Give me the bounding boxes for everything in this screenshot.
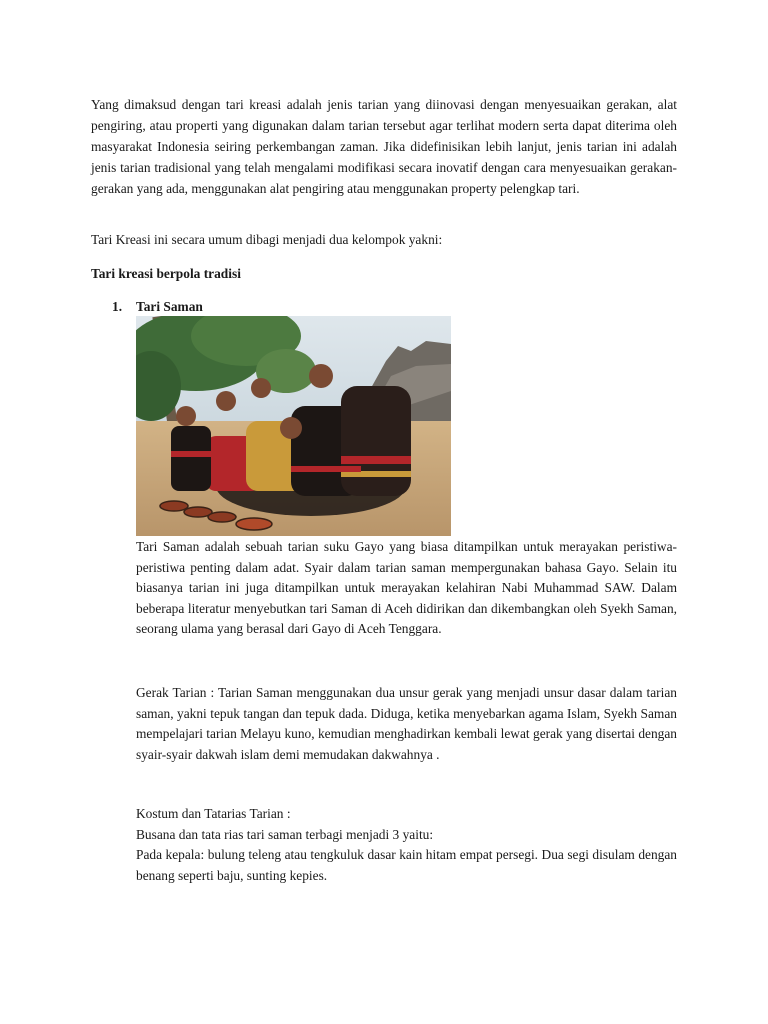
gerak-tarian-paragraph: Gerak Tarian : Tarian Saman menggunakan dua unsur gerak yang menjadi unsur dasar dalam tarian saman, yakni tepuk tangan dan tepuk dada. Diduga, ketika menyebarkan agama Islam, Syekh Saman mempelajari tarian Melayu kuno, kemudian menghadirkan kembali lewat gerak yang disertai dengan syair-syair dakwah islam demi memudakan dakwahnya . — [136, 685, 677, 762]
kostum-heading: Kostum dan Tatarias Tarian : — [136, 806, 291, 821]
intro-paragraph: Yang dimaksud dengan tari kreasi adalah jenis tarian yang diinovasi dengan menyesuaikan gerakan, alat pengiring, atau properti yang digunakan dalam tarian tersebut agar terlihat modern serta dapat diterima oleh masyarakat Indonesia seiring perkembangan zaman. Jika didefinisikan lebih lanjut, jenis tarian ini adalah jenis tarian tradisional yang telah mengalami modifikasi secara inovatif dengan cara menyesuaikan gerakan-gerakan yang ada, menggunakan alat pengiring atau menggunakan property pelengkap tari. — [91, 97, 677, 196]
kostum-kepala-paragraph: Pada kepala: bulung teleng atau tengkuluk dasar kain hitam empat persegi. Dua segi disulam dengan benang seperti baju, sunting kepies. — [136, 847, 677, 883]
saman-dance-photo — [136, 316, 451, 536]
kostum-intro: Busana dan tata rias tari saman terbagi menjadi 3 yaitu: — [136, 827, 434, 842]
saman-dance-illustration — [136, 316, 451, 536]
list-number: 1. — [112, 299, 123, 314]
list-item-heading — [112, 296, 203, 317]
saman-description-paragraph: Tari Saman adalah sebuah tarian suku Gayo yang biasa ditampilkan untuk merayakan peristiwa-peristiwa penting dalam adat. Syair dalam tarian saman mempergunakan bahasa Gayo. Selain itu biasanya tarian ini juga ditampilkan untuk merayakan kelahiran Nabi Muhammad SAW. Dalam beberapa literatur menyebutkan tari Saman di Aceh didirikan dan dikembangkan oleh Syekh Saman, seorang ulama yang berasal dari Gayo di Aceh Tenggara. — [136, 539, 677, 636]
section-heading: Tari kreasi berpola tradisi — [91, 266, 241, 281]
list-item-title: Tari Saman — [136, 299, 203, 314]
intro-paragraph-2: Tari Kreasi ini secara umum dibagi menjadi dua kelompok yakni: — [91, 232, 443, 247]
